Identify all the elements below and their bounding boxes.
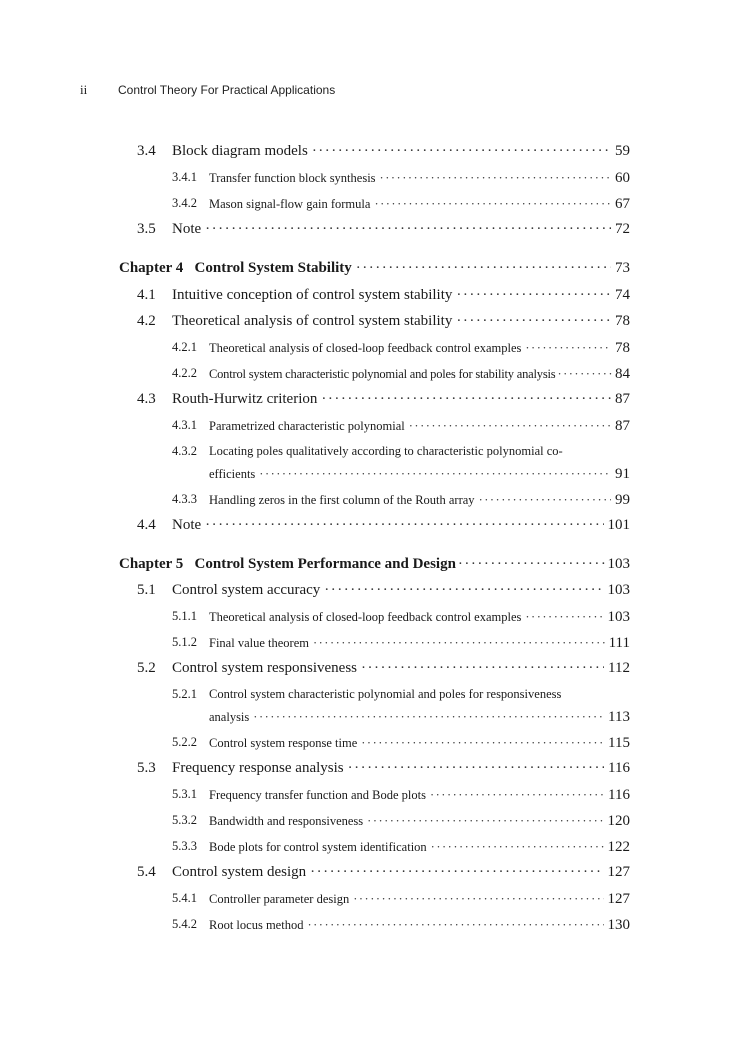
- page-ref: 99: [615, 492, 630, 508]
- toc-entry-5-2[interactable]: [0, 660, 750, 677]
- subsection-title: Bandwidth and responsiveness: [209, 814, 364, 828]
- page-ref: 130: [607, 917, 630, 933]
- subsection-number: 4.3.2: [172, 444, 197, 458]
- page-ref: 73: [615, 260, 630, 276]
- section-title: Intuitive conception of control system stability: [172, 287, 453, 303]
- section-title: Theoretical analysis of control system stability: [172, 313, 453, 329]
- toc-entry-4-2-2[interactable]: [0, 366, 750, 383]
- subsection-number: 4.2.1: [172, 340, 197, 354]
- leader-dots: [356, 260, 611, 277]
- section-number: 5.2: [137, 660, 156, 676]
- page-ref: 116: [608, 760, 630, 776]
- subsection-number: 5.2.1: [172, 687, 197, 701]
- section-title: Control system responsiveness: [172, 660, 357, 676]
- subsection-number: 5.4.2: [172, 917, 197, 931]
- section-number: 4.4: [137, 517, 156, 533]
- leader-dots: [367, 814, 603, 829]
- toc-entry-5-3-1[interactable]: [0, 787, 750, 804]
- leader-dots: [525, 341, 611, 356]
- leader-dots: [374, 197, 611, 212]
- page-ref: 111: [608, 635, 630, 651]
- leader-dots: [430, 788, 604, 803]
- page-ref: 101: [607, 517, 630, 533]
- section-number: 5.4: [137, 864, 156, 880]
- subsection-number: 5.3.2: [172, 813, 197, 827]
- page-ref: 91: [615, 466, 630, 482]
- leader-dots: [361, 660, 604, 677]
- subsection-number: 4.3.1: [172, 418, 197, 432]
- page-ref: 115: [608, 735, 630, 751]
- toc-entry-5-4-2[interactable]: [0, 917, 750, 934]
- toc-entry-5-3-3[interactable]: [0, 839, 750, 856]
- toc-entry-4-4[interactable]: [0, 517, 750, 534]
- page-ref: 116: [608, 787, 630, 803]
- subsection-title: Frequency transfer function and Bode plots: [209, 788, 426, 802]
- page-ref: 112: [608, 660, 630, 676]
- toc-entry-4-3-2-cont[interactable]: [0, 466, 750, 483]
- subsection-title: Controller parameter design: [209, 892, 350, 906]
- page-number: ii: [80, 82, 88, 97]
- subsection-title: Theoretical analysis of closed-loop feedback control examples: [209, 341, 522, 355]
- page-ref: 127: [607, 864, 630, 880]
- leader-dots: [458, 556, 606, 573]
- page-ref: 78: [615, 340, 630, 356]
- page-ref: 87: [615, 418, 630, 434]
- subsection-number: 4.2.2: [172, 366, 197, 380]
- section-number: 4.3: [137, 391, 156, 407]
- subsection-title: Control system characteristic polynomial and poles for stability analysis: [209, 367, 556, 381]
- subsection-title: Transfer function block synthesis: [209, 171, 376, 185]
- subsection-title: Bode plots for control system identification: [209, 840, 427, 854]
- leader-dots: [479, 493, 611, 508]
- subsection-number: 5.3.3: [172, 839, 197, 853]
- section-number: 5.3: [137, 760, 156, 776]
- toc-entry-5-1-1[interactable]: [0, 609, 750, 626]
- section-title: Control system design: [172, 864, 307, 880]
- subsection-title-line2: analysis: [209, 710, 250, 724]
- leader-dots: [310, 864, 603, 881]
- leader-dots: [409, 419, 611, 434]
- subsection-title: Control system response time: [209, 736, 358, 750]
- subsection-title-line1: Control system characteristic polynomial and poles for responsiveness: [209, 687, 562, 701]
- section-number: 4.1: [137, 287, 156, 303]
- section-title: Note: [172, 517, 202, 533]
- subsection-title: Mason signal-flow gain formula: [209, 197, 371, 211]
- page-ref: 103: [607, 582, 630, 598]
- toc-entry-5-1[interactable]: [0, 582, 750, 599]
- leader-dots: [361, 736, 604, 751]
- section-title: Frequency response analysis: [172, 760, 344, 776]
- toc-chapter-4[interactable]: [0, 260, 750, 277]
- section-number: 3.5: [137, 221, 156, 237]
- chapter-title: Chapter 4 Control System Stability: [119, 260, 352, 276]
- section-title: Note: [172, 221, 202, 237]
- toc-entry-3-4[interactable]: [0, 143, 750, 160]
- subsection-number: 5.1.2: [172, 635, 197, 649]
- leader-dots: [380, 171, 611, 186]
- page-ref: 78: [615, 313, 630, 329]
- page-ref: 84: [615, 366, 630, 382]
- leader-dots: [259, 467, 611, 482]
- page-ref: 67: [615, 196, 630, 212]
- subsection-number: 4.3.3: [172, 492, 197, 506]
- subsection-number: 5.3.1: [172, 787, 197, 801]
- subsection-number: 5.1.1: [172, 609, 197, 623]
- page-ref: 122: [607, 839, 630, 855]
- leader-dots: [313, 636, 605, 651]
- toc-entry-3-4-2[interactable]: [0, 196, 750, 213]
- section-title: Routh-Hurwitz criterion: [172, 391, 318, 407]
- subsection-title: Handling zeros in the first column of the Routh array: [209, 493, 475, 507]
- subsection-title: Theoretical analysis of closed-loop feedback control examples: [209, 610, 522, 624]
- toc-entry-4-2[interactable]: [0, 313, 750, 330]
- section-number: 3.4: [137, 143, 156, 159]
- toc-entry-4-3[interactable]: [0, 391, 750, 408]
- subsection-title: Root locus method: [209, 918, 304, 932]
- leader-dots: [307, 918, 603, 933]
- leader-dots: [205, 517, 603, 534]
- leader-dots: [431, 840, 604, 855]
- subsection-number: 3.4.2: [172, 196, 197, 210]
- section-title: Control system accuracy: [172, 582, 321, 598]
- toc-entry-3-4-1[interactable]: [0, 170, 750, 187]
- leader-dots: [321, 391, 611, 408]
- leader-dots: [557, 367, 613, 382]
- toc-entry-5-4[interactable]: [0, 864, 750, 881]
- toc-chapter-5[interactable]: [0, 556, 750, 573]
- page-ref: 60: [615, 170, 630, 186]
- toc-entry-5-3-2[interactable]: [0, 813, 750, 830]
- leader-dots: [456, 313, 611, 330]
- subsection-title: Parametrized characteristic polynomial: [209, 419, 405, 433]
- subsection-title-line2: efficients: [209, 467, 256, 481]
- section-title: Block diagram models: [172, 143, 308, 159]
- toc-entry-5-2-1[interactable]: [0, 687, 750, 702]
- toc-entry-5-1-2[interactable]: [0, 635, 750, 652]
- leader-dots: [205, 221, 611, 238]
- leader-dots: [312, 143, 611, 160]
- subsection-number: 5.4.1: [172, 891, 197, 905]
- toc-entry-5-2-1-cont[interactable]: [0, 709, 750, 726]
- chapter-title: Chapter 5 Control System Performance and Design: [119, 556, 456, 572]
- leader-dots: [253, 710, 604, 725]
- subsection-title-line1: Locating poles qualitatively according to characteristic polynomial co-: [209, 444, 563, 458]
- toc-entry-4-3-1[interactable]: [0, 418, 750, 435]
- section-number: 4.2: [137, 313, 156, 329]
- toc-entry-4-3-3[interactable]: [0, 492, 750, 509]
- book-title: Control Theory For Practical Applications: [118, 83, 336, 97]
- toc-entry-5-4-1[interactable]: [0, 891, 750, 908]
- page-ref: 87: [615, 391, 630, 407]
- section-number: 5.1: [137, 582, 156, 598]
- toc-entry-4-1[interactable]: [0, 287, 750, 304]
- subsection-title: Final value theorem: [209, 636, 309, 650]
- running-header: [80, 82, 335, 98]
- subsection-number: 3.4.1: [172, 170, 197, 184]
- page-ref: 59: [615, 143, 630, 159]
- toc-entry-3-5[interactable]: [0, 221, 750, 238]
- toc-entry-4-2-1[interactable]: [0, 340, 750, 357]
- page-ref: 113: [608, 709, 630, 725]
- leader-dots: [353, 892, 603, 907]
- page-ref: 103: [607, 609, 630, 625]
- page-ref: 74: [615, 287, 630, 303]
- page-ref: 120: [607, 813, 630, 829]
- leader-dots: [456, 287, 611, 304]
- leader-dots: [525, 610, 603, 625]
- page-ref: 72: [615, 221, 630, 237]
- leader-dots: [348, 760, 604, 777]
- leader-dots: [324, 582, 603, 599]
- page-ref: 127: [607, 891, 630, 907]
- subsection-number: 5.2.2: [172, 735, 197, 749]
- toc-entry-5-2-2[interactable]: [0, 735, 750, 752]
- toc-entry-4-3-2[interactable]: [0, 444, 750, 459]
- toc-entry-5-3[interactable]: [0, 760, 750, 777]
- page-ref: 103: [607, 556, 630, 572]
